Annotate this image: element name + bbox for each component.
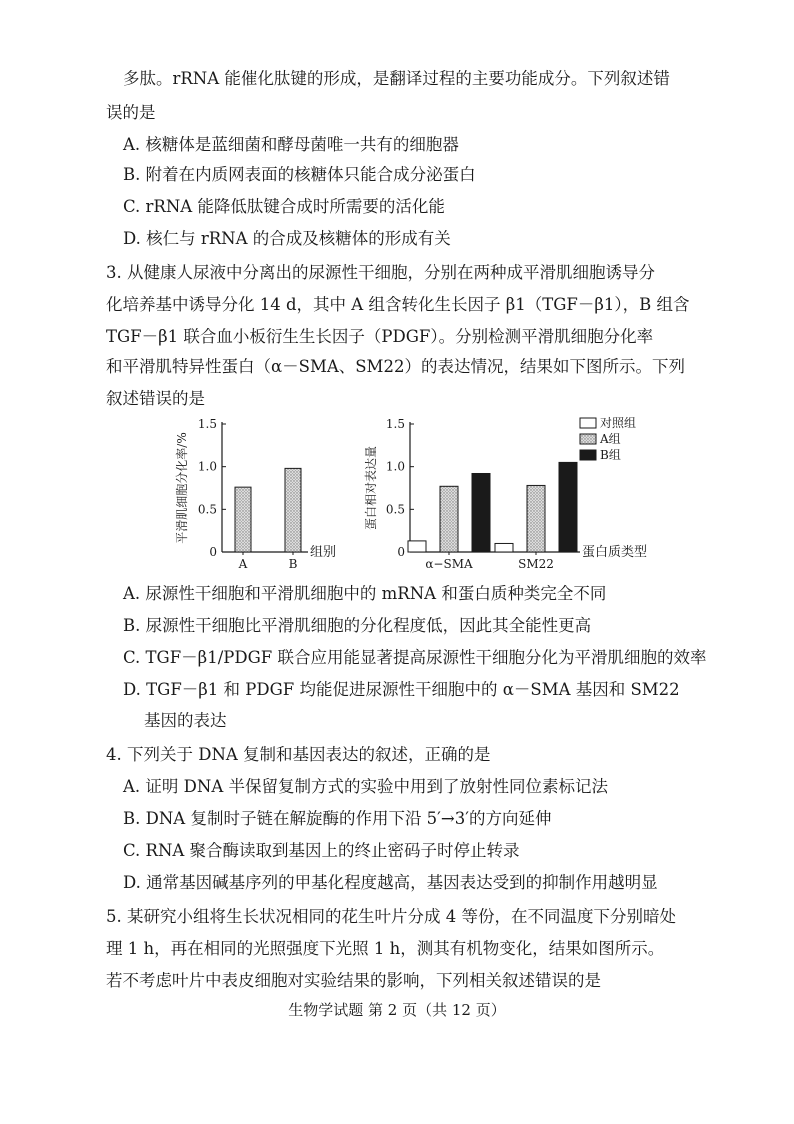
q3-option-d-cont: 基因的表达 (144, 711, 227, 730)
y-tick-label: 1.0 (385, 459, 405, 474)
q2-option-a: A. 核糖体是蓝细菌和酵母菌唯一共有的细胞器 (123, 135, 459, 154)
q2-option-b: B. 附着在内质网表面的核糖体只能合成分泌蛋白 (123, 165, 476, 184)
legend-swatch (580, 418, 596, 428)
chart-protein-expression (363, 415, 647, 571)
x-tick-label: B (288, 557, 298, 571)
q3-stem-line5: 叙述错误的是 (106, 389, 205, 408)
q3-option-a: A. 尿源性干细胞和平滑肌细胞中的 mRNA 和蛋白质种类完全不同 (123, 584, 607, 603)
bar (495, 543, 513, 552)
q3-stem-line1: 3. 从健康人尿液中分离出的尿源性干细胞，分别在两种成平滑肌细胞诱导分 (106, 263, 655, 282)
legend-label: A组 (600, 432, 621, 446)
x-tick-label: A (238, 557, 248, 571)
q3-stem-line3: TGF－β1 联合血小板衍生生长因子（PDGF）。分别检测平滑肌细胞分化率 (106, 327, 654, 346)
y-tick-label: 1.0 (197, 459, 217, 474)
y-tick-label: 0 (397, 545, 405, 559)
q2-stem-line2: 误的是 (106, 103, 156, 122)
q3-option-b: B. 尿源性干细胞比平滑肌细胞的分化程度低，因此其全能性更高 (123, 616, 592, 635)
y-tick-label: 0.5 (197, 502, 217, 517)
bar (285, 468, 301, 552)
y-axis-label: 蛋白相对表达量 (364, 445, 378, 531)
q4-option-b: B. DNA 复制时子链在解旋酶的作用下沿 5′→3′的方向延伸 (123, 809, 552, 828)
bar (472, 473, 490, 552)
q4-option-c: C. RNA 聚合酶读取到基因上的终止密码子时停止转录 (123, 841, 520, 860)
q4-option-d: D. 通常基因碱基序列的甲基化程度越高，基因表达受到的抑制作用越明显 (123, 873, 658, 892)
chart-differentiation-rate (174, 417, 336, 571)
q3-figure (170, 408, 670, 573)
bar (559, 462, 577, 552)
y-tick-label: 1.5 (385, 417, 405, 431)
q5-stem-line3: 若不考虑叶片中表皮细胞对实验结果的影响，下列相关叙述错误的是 (106, 971, 601, 990)
q2-stem-line1: 多肽。rRNA 能催化肽键的形成，是翻译过程的主要功能成分。下列叙述错 (123, 69, 670, 88)
y-tick-label: 1.5 (197, 417, 217, 431)
x-axis-label: 组别 (310, 545, 337, 560)
y-tick-label: 0.5 (385, 502, 405, 517)
q3-stem-line2: 化培养基中诱导分化 14 d，其中 A 组含转化生长因子 β1（TGF－β1），B 组含 (106, 295, 690, 314)
x-tick-label: α−SMA (425, 557, 473, 571)
x-axis-label: 蛋白质类型 (582, 545, 648, 560)
q2-option-c: C. rRNA 能降低肽键合成时所需要的活化能 (123, 197, 445, 216)
legend-label: 对照组 (600, 416, 637, 430)
q5-stem-line2: 理 1 h，再在相同的光照强度下光照 1 h，测其有机物变化，结果如图所示。 (106, 939, 665, 958)
q3-option-c: C. TGF－β1/PDGF 联合应用能显著提高尿源性干细胞分化为平滑肌细胞的效率 (123, 648, 707, 667)
y-tick-label: 0 (209, 545, 217, 559)
q3-option-d: D. TGF－β1 和 PDGF 均能促进尿源性干细胞中的 α－SMA 基因和 SM22 (123, 680, 680, 699)
legend-label: B组 (600, 448, 621, 462)
q5-stem-line1: 5. 某研究小组将生长状况相同的花生叶片分成 4 等份，在不同温度下分别暗处 (106, 907, 676, 926)
bar (235, 487, 251, 552)
y-axis-label: 平滑肌细胞分化率/% (175, 432, 189, 544)
legend-swatch (580, 434, 596, 444)
q4-option-a: A. 证明 DNA 半保留复制方式的实验中用到了放射性同位素标记法 (123, 777, 608, 796)
q4-stem: 4. 下列关于 DNA 复制和基因表达的叙述，正确的是 (106, 745, 491, 764)
bar (527, 485, 545, 552)
x-tick-label: SM22 (518, 557, 554, 571)
bar (408, 541, 426, 552)
legend-swatch (580, 450, 596, 460)
q2-option-d: D. 核仁与 rRNA 的合成及核糖体的形成有关 (123, 229, 451, 248)
q3-stem-line4: 和平滑肌特异性蛋白（α－SMA、SM22）的表达情况，结果如下图所示。下列 (106, 357, 685, 376)
bar (440, 486, 458, 552)
page-footer: 生物学试题 第 2 页（共 12 页） (288, 1001, 506, 1019)
